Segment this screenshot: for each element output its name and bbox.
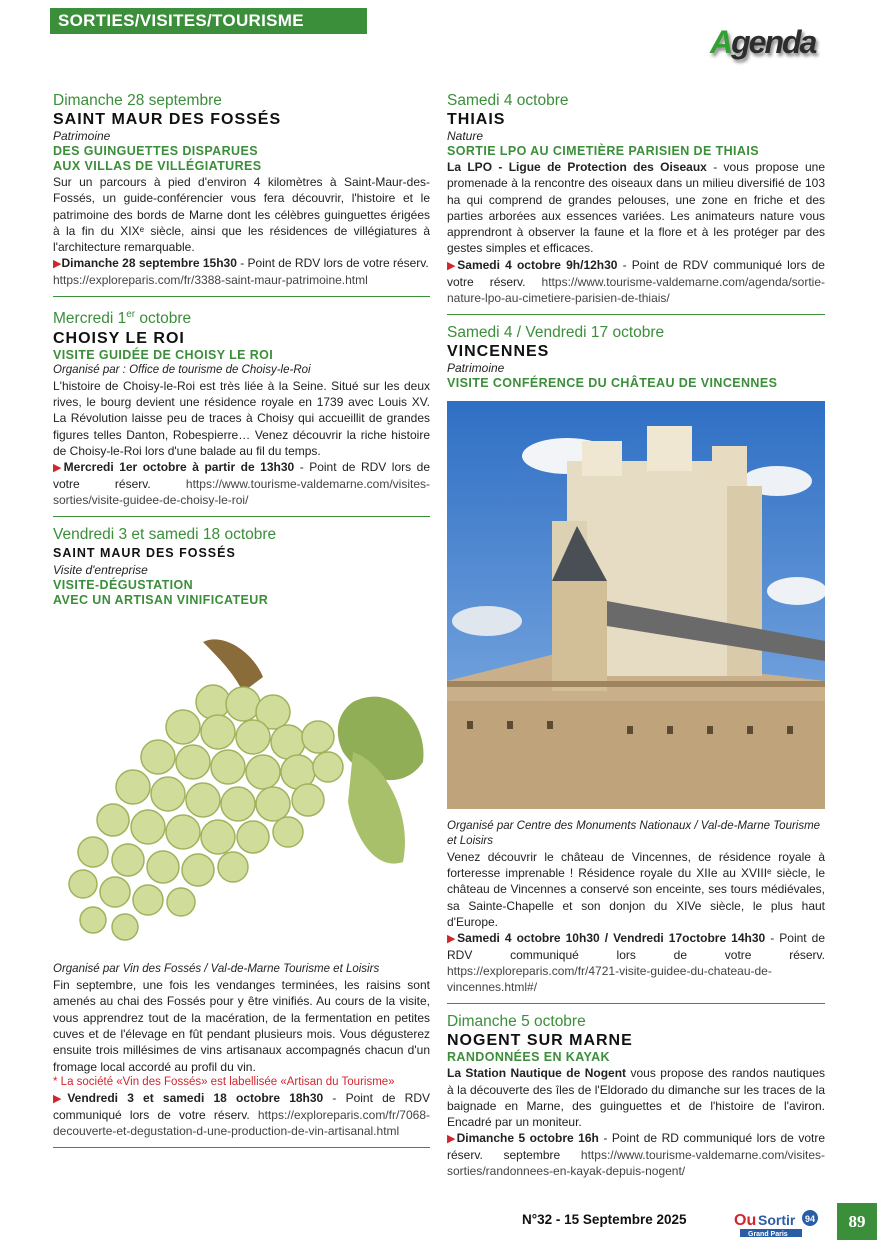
event-date: Dimanche 5 octobre: [447, 1013, 586, 1031]
event-category: Patrimoine: [447, 360, 505, 375]
publication-logo: [730, 1208, 820, 1238]
page-number: 89: [837, 1203, 877, 1240]
event-description: Venez découvrir le château de Vincennes, de résidence royale à forteresse imprenable ! Résidence royale du XIIe au XVIIIᵉ siècle, le château de Vincennes a conservé son enceinte, ses tours médiévales, sa Sainte-Chapelle et son donjon du XIVe siècle, le plus haut d'Europe.: [447, 849, 825, 929]
divider: [447, 314, 825, 315]
event-choisy-le-roi: [53, 306, 430, 508]
event-link[interactable]: https://www.tourisme-valdemarne.com/visites-sorties/visite-guidee-de-choisy-le-roi/: [53, 477, 430, 508]
event-title: DES GUINGUETTES DISPARUES: [53, 144, 258, 158]
left-column: [53, 92, 430, 1157]
arrow-right-icon: ▶: [53, 258, 62, 271]
divider: [53, 1147, 430, 1148]
event-date: Samedi 4 / Vendredi 17 octobre: [447, 323, 665, 341]
svg-text:Ou: Ou: [734, 1212, 757, 1229]
svg-text:Grand Paris: Grand Paris: [748, 1231, 788, 1238]
event-rdv: ▶Dimanche 28 septembre 15h30 - Point de RDV lors de votre réserv. https://exploreparis.com/fr/3388-saint-maur-patrimoine.html: [53, 256, 429, 288]
event-place: VINCENNES: [447, 342, 550, 360]
event-category: Visite d'entreprise: [53, 563, 148, 578]
arrow-right-icon: ▶: [447, 259, 458, 272]
event-title: SORTIE LPO AU CIMETIÈRE PARISIEN DE THIAIS: [447, 144, 759, 158]
event-description: La Station Nautique de Nogent vous propose des randos nautiques à la découverte des îles de l'Eldorado du dimanche sur les traces de la baignade en Marne, des guinguettes et de l'histoire de l'aviron. Encadré par un moniteur.: [447, 1066, 826, 1130]
event-title: AUX VILLAS DE VILLÉGIATURES: [53, 159, 262, 173]
event-date: Mercredi 1er octobre: [53, 309, 192, 328]
event-note: * La société «Vin des Fossés» est labellisée «Artisan du Tourisme»: [53, 1075, 395, 1088]
event-vincennes: [447, 324, 825, 995]
svg-text:Sortir: Sortir: [758, 1212, 796, 1228]
agenda-logo: Agenda: [710, 24, 816, 60]
event-title: VISITE CONFÉRENCE DU CHÂTEAU DE VINCENNES: [447, 375, 778, 390]
event-description: L'histoire de Choisy-le-Roi est très liée à la Seine. Situé sur les deux rives, le bourg devient une résidence royale en 1739 avec Louis XV. La Révolution laisse peu de traces à Choisy qui accueillit de grandes figures telles Danton, Robespierre… Venez découvrir la riche histoire de Choisy-le-Roi lors d'une balade au fil du temps.: [53, 378, 430, 458]
event-link[interactable]: https://exploreparis.com/fr/4721-visite-guidee-du-chateau-de-vincennes.html#/: [447, 964, 772, 995]
event-thiais: [447, 92, 825, 306]
divider: [53, 296, 430, 297]
event-description: Sur un parcours à pied d'environ 4 kilomètres à Saint-Maur-des-Fossés, un guide-conférencier vous fera découvrir, l'histoire et le patrimoine des bords de Marne dont les célèbres guinguettes érigées à la fin du XIXᵉ siècle, ainsi que les résidences de villégiatures à l'architecture remarquable.: [53, 175, 430, 255]
event-nogent: [447, 1013, 825, 1179]
divider: [53, 516, 430, 517]
event-rdv: ▶Samedi 4 octobre 9h/12h30 - Point de RDV communiqué lors de votre réserv. https://www.tourisme-valdemarne.com/agenda/sortie-nature-lpo-au-cimetiere-parisien-de-thiais/: [447, 257, 825, 305]
issue-info: N°32 - 15 Septembre 2025: [522, 1212, 687, 1227]
event-rdv: ▶Vendredi 3 et samedi 18 octobre 18h30 - Point de RDV communiqué lors de votre réserv. https://exploreparis.com/fr/7068-decouverte-et-degustation-d-une-production-de-vin-artisanal.html: [53, 1090, 431, 1138]
event-title: VISITE GUIDÉE DE CHOISY LE ROI: [53, 347, 274, 362]
svg-text:94: 94: [805, 1214, 816, 1224]
event-date: Vendredi 3 et samedi 18 octobre: [53, 526, 277, 544]
event-link[interactable]: https://exploreparis.com/fr/3388-saint-maur-patrimoine.html: [53, 273, 368, 288]
chateau-vincennes-photo: [447, 401, 825, 809]
right-column: [447, 92, 825, 1179]
event-category: Patrimoine: [53, 129, 111, 143]
event-place: NOGENT SUR MARNE: [447, 1032, 633, 1050]
grapes-image: [53, 622, 430, 957]
event-link[interactable]: https://exploreparis.com/fr/7068-decouverte-et-degustation-d-une-production-de-vin-artisanal.html: [53, 1107, 430, 1138]
event-title: VISITE-DÉGUSTATION: [53, 578, 194, 593]
event-date: Dimanche 28 septembre: [53, 92, 222, 109]
event-link[interactable]: https://www.tourisme-valdemarne.com/agenda/sortie-nature-lpo-au-cimetiere-parisien-de-thiais/: [447, 274, 825, 305]
section-banner: SORTIES/VISITES/TOURISME: [50, 8, 367, 34]
event-description: Fin septembre, une fois les vendanges terminées, les raisins sont amenés au chai des Fossés pour y être vinifiés. Au cours de la visite, vous apprendrez tout de la macération, de la fermentation en petites cuves et de l'élevage en fût pendant plusieurs mois. Vous dégusterez ensuite trois millésimes de vins artisanaux accompagnés chacun d'un fromage local accordé au profil du vin.: [53, 978, 430, 1074]
event-organiser: Organisé par Vin des Fossés / Val-de-Marne Tourisme et Loisirs: [53, 963, 380, 976]
event-place: SAINT MAUR DES FOSSÉS: [53, 546, 236, 561]
arrow-right-icon: ▶: [53, 462, 64, 475]
divider: [447, 1003, 825, 1004]
event-saint-maur-guinguettes: [53, 92, 430, 288]
event-organiser: Organisé par : Office de tourisme de Choisy-le-Roi: [53, 363, 311, 376]
event-category: Nature: [447, 129, 484, 143]
event-place: THIAIS: [447, 111, 506, 128]
event-rdv: ▶Dimanche 5 octobre 16h - Point de RD communiqué lors de votre réserv. septembre https://www.tourisme-valdemarne.com/visites-sorties/randonnees-en-kayak-depuis-nogent/: [447, 1131, 826, 1179]
event-place: CHOISY LE ROI: [53, 329, 185, 347]
arrow-right-icon: ▶: [447, 933, 458, 946]
arrow-right-icon: ▶: [447, 1133, 457, 1146]
event-title: AVEC UN ARTISAN VINIFICATEUR: [53, 593, 269, 608]
arrow-right-icon: ▶: [53, 1092, 68, 1105]
event-visite-degustation: [53, 526, 430, 1139]
event-date: Samedi 4 octobre: [447, 92, 569, 109]
event-title: RANDONNÉES EN KAYAK: [447, 1050, 610, 1065]
event-organiser: Organisé par Centre des Monuments Nationaux / Val-de-Marne Tourisme et Loisirs: [447, 819, 821, 847]
event-rdv: ▶Samedi 4 octobre 10h30 / Vendredi 17octobre 14h30 - Point de RDV communiqué lors de votre réserv. https://exploreparis.com/fr/4721-visite-guidee-du-chateau-de-vincennes.html#/: [447, 931, 826, 995]
event-rdv: ▶Mercredi 1er octobre à partir de 13h30 - Point de RDV lors de votre réserv. https://www.tourisme-valdemarne.com/visites-sorties/visite-guidee-de-choisy-le-roi/: [53, 460, 431, 508]
event-place: SAINT MAUR DES FOSSÉS: [53, 111, 282, 128]
event-description: La LPO - Ligue de Protection des Oiseaux - vous propose une promenade à la rencontre des oiseaux dans un milieu diversifié de 103 ha qui comprend de grandes pelouses, une zone en friche et des parties arborées aux essences variées. Les animateurs nature vous apprendront à observer la faune et la flore et à les protéger par des gestes simples et efficaces.: [447, 160, 825, 256]
event-link[interactable]: https://www.tourisme-valdemarne.com/visites-sorties/randonnees-en-kayak-depuis-nogent/: [447, 1148, 825, 1179]
